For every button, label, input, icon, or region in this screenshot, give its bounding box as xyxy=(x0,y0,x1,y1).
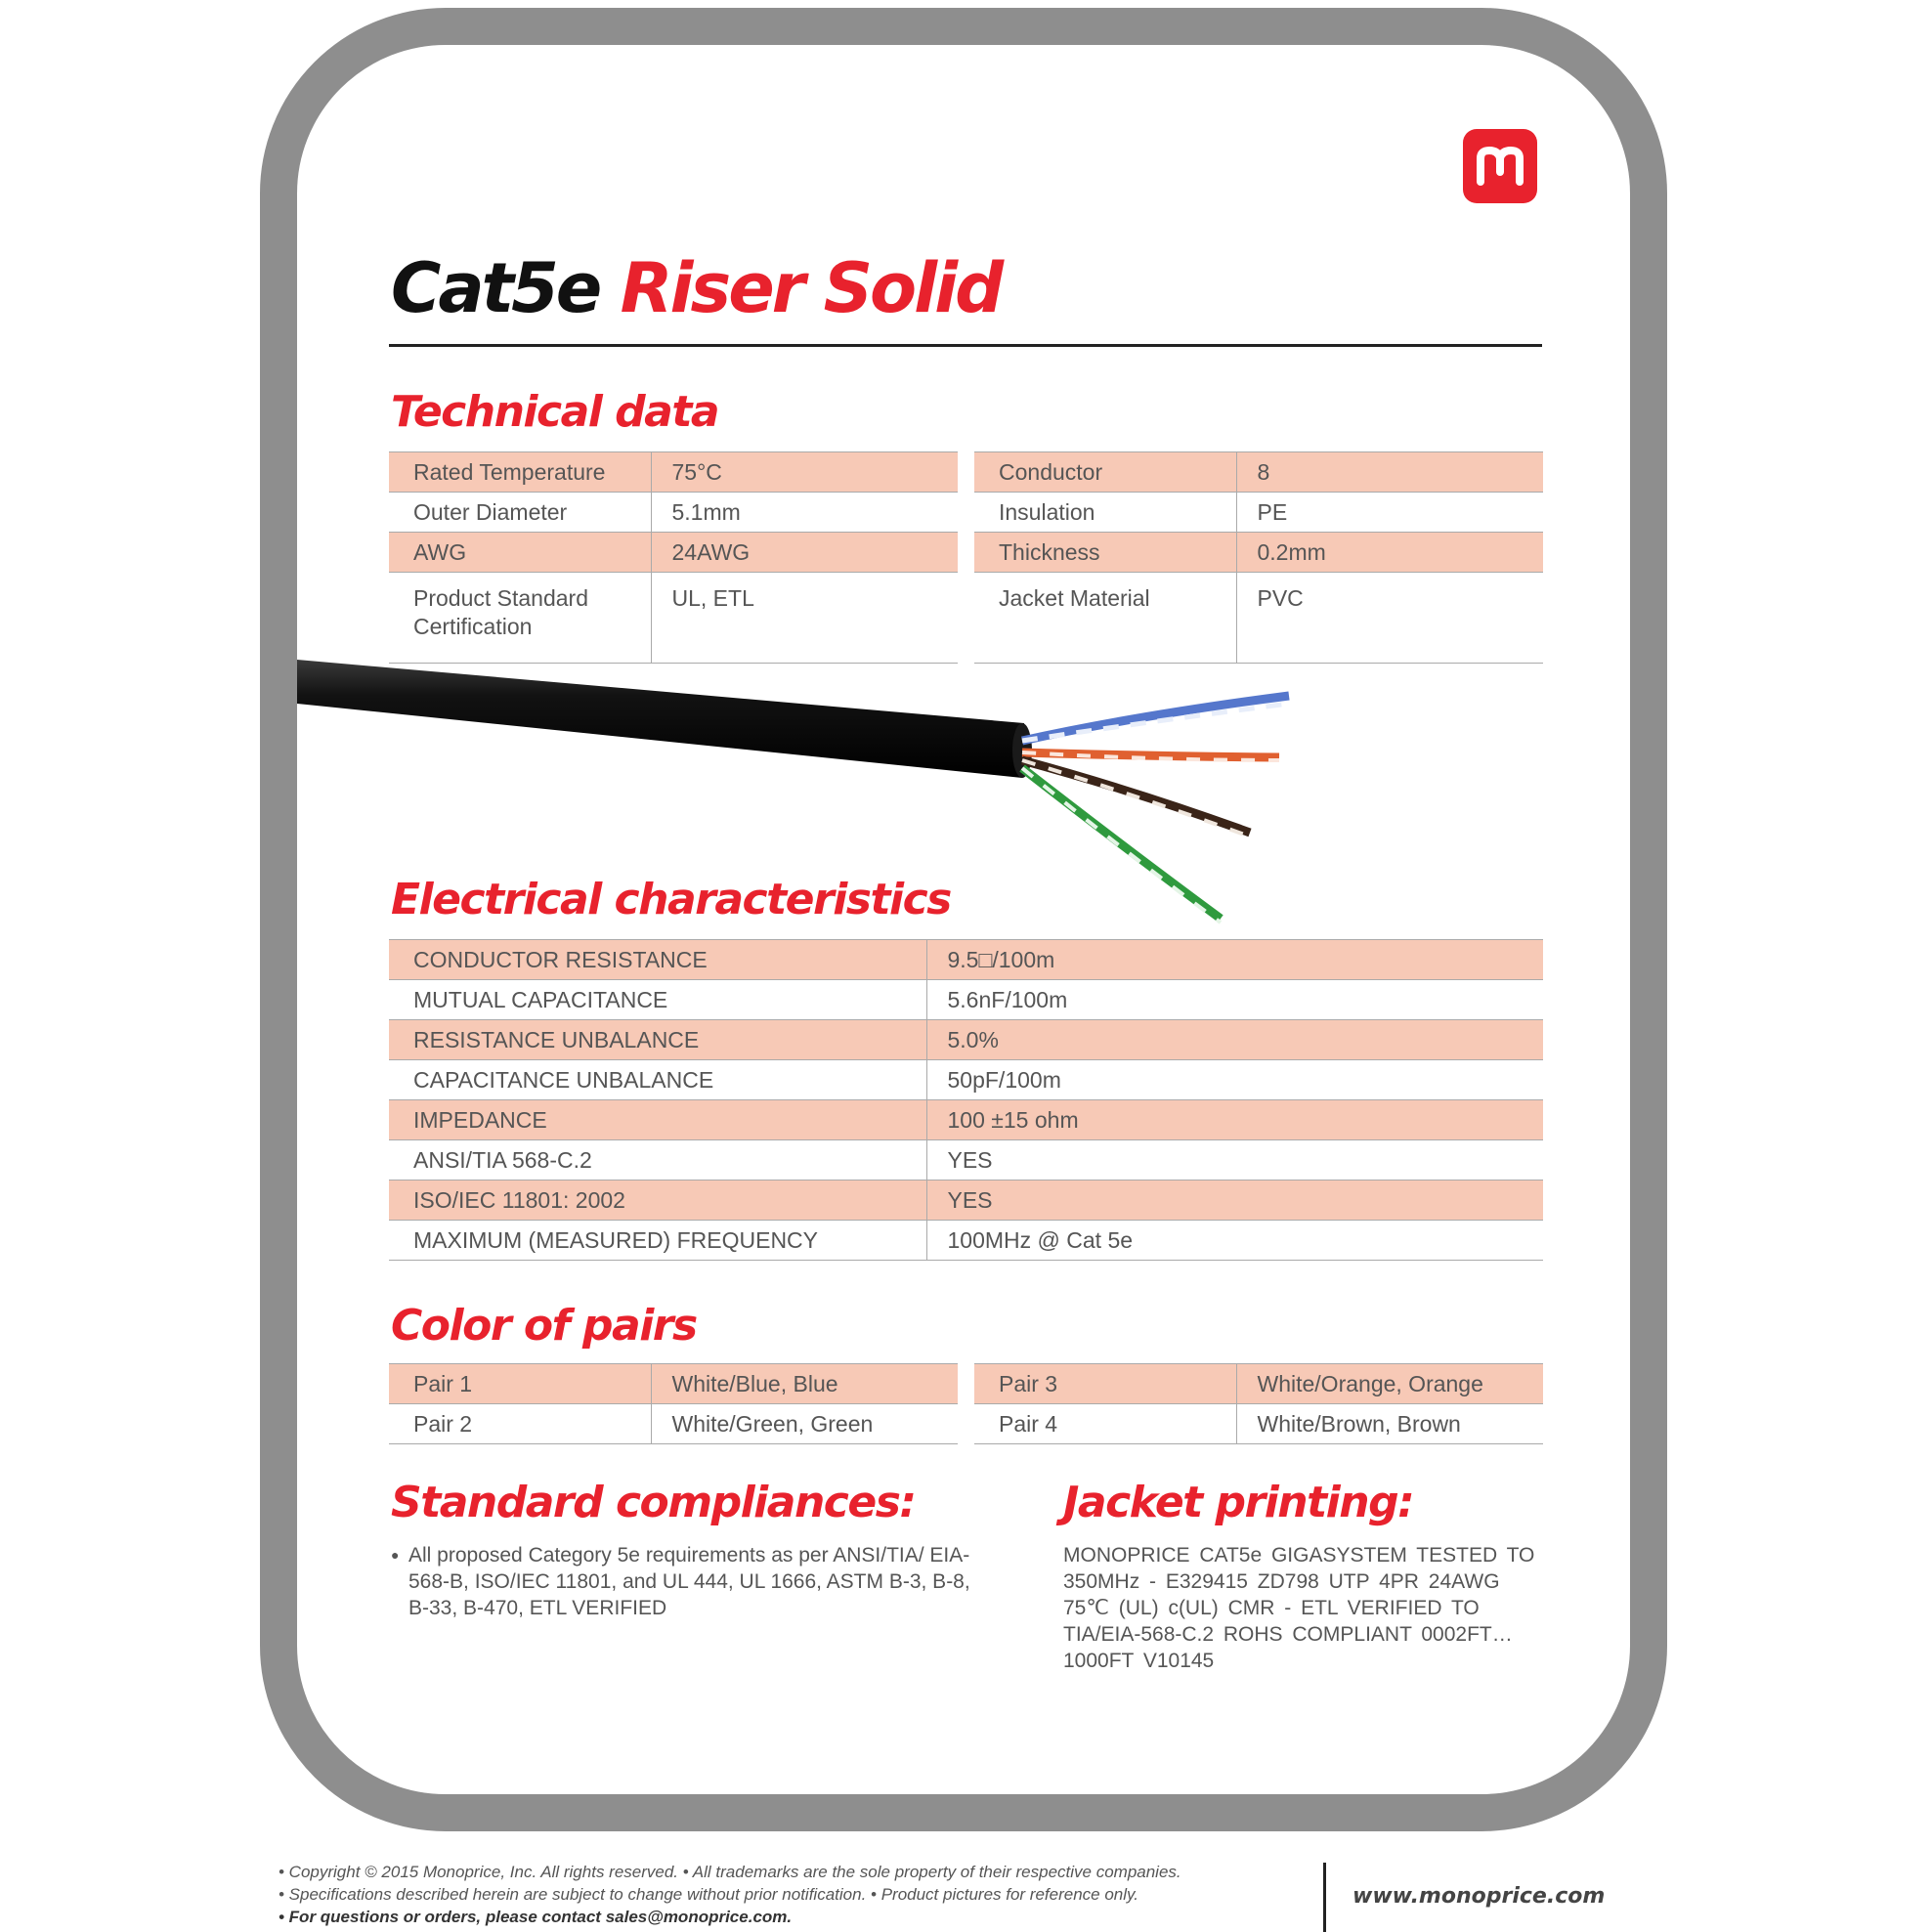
spec-value: 24AWG xyxy=(651,533,958,573)
footer-contact: • For questions or orders, please contact sales@monoprice.com. xyxy=(279,1908,793,1926)
table-row xyxy=(389,1404,958,1444)
title-divider xyxy=(389,344,1542,347)
spec-label: Conductor xyxy=(974,452,1236,493)
pair-label: Pair 2 xyxy=(389,1404,651,1444)
pair-value: White/Orange, Orange xyxy=(1236,1364,1543,1404)
table-row xyxy=(389,1140,1543,1181)
pairs-table-left xyxy=(389,1363,958,1444)
pair-label: Pair 1 xyxy=(389,1364,651,1404)
electrical-label: CAPACITANCE UNBALANCE xyxy=(389,1060,926,1100)
table-row xyxy=(389,1221,1543,1261)
footer-copyright: • Copyright © 2015 Monoprice, Inc. All rights reserved. • All trademarks are the sole property of their respective companies. xyxy=(279,1863,1181,1881)
electrical-value: 9.5□/100m xyxy=(926,940,1543,980)
list-item: ● All proposed Category 5e requirements as per ANSI/TIA/ EIA-568-B, ISO/IEC 11801, and UL 444, UL 1666, ASTM B-3, B-8, B-33, B-470, ETL VERIFIED xyxy=(391,1542,977,1621)
pair-value: White/Blue, Blue xyxy=(651,1364,958,1404)
table-row xyxy=(389,1020,1543,1060)
electrical-value: 100MHz @ Cat 5e xyxy=(926,1221,1543,1261)
spec-label: Product Standard Certification xyxy=(389,573,651,664)
spec-value: PE xyxy=(1236,493,1543,533)
pair-value: White/Green, Green xyxy=(651,1404,958,1444)
technical-data-heading: Technical data xyxy=(391,387,719,437)
pair-value: White/Brown, Brown xyxy=(1236,1404,1543,1444)
table-row xyxy=(389,533,958,573)
pair-label: Pair 4 xyxy=(974,1404,1236,1444)
table-row xyxy=(389,493,958,533)
electrical-label: ISO/IEC 11801: 2002 xyxy=(389,1181,926,1221)
footer-disclaimer: • Specifications described herein are subject to change without prior notification. • Product pictures for reference only. xyxy=(279,1885,1138,1904)
electrical-heading: Electrical characteristics xyxy=(391,875,951,924)
electrical-value: YES xyxy=(926,1140,1543,1181)
table-row xyxy=(389,1181,1543,1221)
title-cat5e: Cat5e xyxy=(391,248,600,328)
table-row xyxy=(974,533,1543,573)
table-row xyxy=(974,1404,1543,1444)
electrical-label: RESISTANCE UNBALANCE xyxy=(389,1020,926,1060)
spec-value: PVC xyxy=(1236,573,1543,664)
monoprice-logo-icon xyxy=(1463,129,1537,203)
spec-label: Insulation xyxy=(974,493,1236,533)
electrical-value: YES xyxy=(926,1181,1543,1221)
jacket-printing-text: MONOPRICE CAT5e GIGASYSTEM TESTED TO 350MHz - E329415 ZD798 UTP 4PR 24AWG 75℃ (UL) c(UL) CMR - ETL VERIFIED TO TIA/EIA-568-C.2 ROHS COMPLIANT 0002FT… 1000FT V10145 xyxy=(1063,1544,1535,1672)
pairs-table-right xyxy=(974,1363,1543,1444)
spec-value: 0.2mm xyxy=(1236,533,1543,573)
spec-value: 5.1mm xyxy=(651,493,958,533)
electrical-value: 5.0% xyxy=(926,1020,1543,1060)
table-row xyxy=(974,493,1543,533)
table-row xyxy=(389,452,958,493)
color-pairs-heading: Color of pairs xyxy=(391,1301,697,1351)
table-row xyxy=(974,452,1543,493)
spec-label: AWG xyxy=(389,533,651,573)
electrical-label: MUTUAL CAPACITANCE xyxy=(389,980,926,1020)
standard-compliances-heading: Standard compliances: xyxy=(391,1478,916,1527)
spec-value: UL, ETL xyxy=(651,573,958,664)
spec-value: 8 xyxy=(1236,452,1543,493)
electrical-label: IMPEDANCE xyxy=(389,1100,926,1140)
table-row xyxy=(389,1060,1543,1100)
spec-value: 75°C xyxy=(651,452,958,493)
compliance-list xyxy=(391,1542,977,1621)
electrical-value: 5.6nF/100m xyxy=(926,980,1543,1020)
website-link[interactable]: www.monoprice.com xyxy=(1352,1884,1606,1909)
table-row xyxy=(389,1100,1543,1140)
footer-notes xyxy=(279,1861,1295,1928)
spec-label: Outer Diameter xyxy=(389,493,651,533)
footer-divider xyxy=(1323,1863,1326,1932)
page-title xyxy=(391,244,1001,332)
table-row xyxy=(389,940,1543,980)
electrical-value: 50pF/100m xyxy=(926,1060,1543,1100)
electrical-table xyxy=(389,939,1543,1261)
technical-table-left xyxy=(389,451,958,664)
title-riser-solid: Riser Solid xyxy=(620,248,1002,328)
electrical-value: 100 ±15 ohm xyxy=(926,1100,1543,1140)
spec-label: Thickness xyxy=(974,533,1236,573)
pair-label: Pair 3 xyxy=(974,1364,1236,1404)
technical-table-right xyxy=(974,451,1543,664)
spec-label: Rated Temperature xyxy=(389,452,651,493)
electrical-label: ANSI/TIA 568-C.2 xyxy=(389,1140,926,1181)
electrical-label: CONDUCTOR RESISTANCE xyxy=(389,940,926,980)
spec-label: Jacket Material xyxy=(974,573,1236,664)
table-row xyxy=(389,980,1543,1020)
table-row xyxy=(389,1364,958,1404)
table-row xyxy=(974,1364,1543,1404)
jacket-printing-heading: Jacket printing: xyxy=(1063,1478,1414,1527)
electrical-label: MAXIMUM (MEASURED) FREQUENCY xyxy=(389,1221,926,1261)
